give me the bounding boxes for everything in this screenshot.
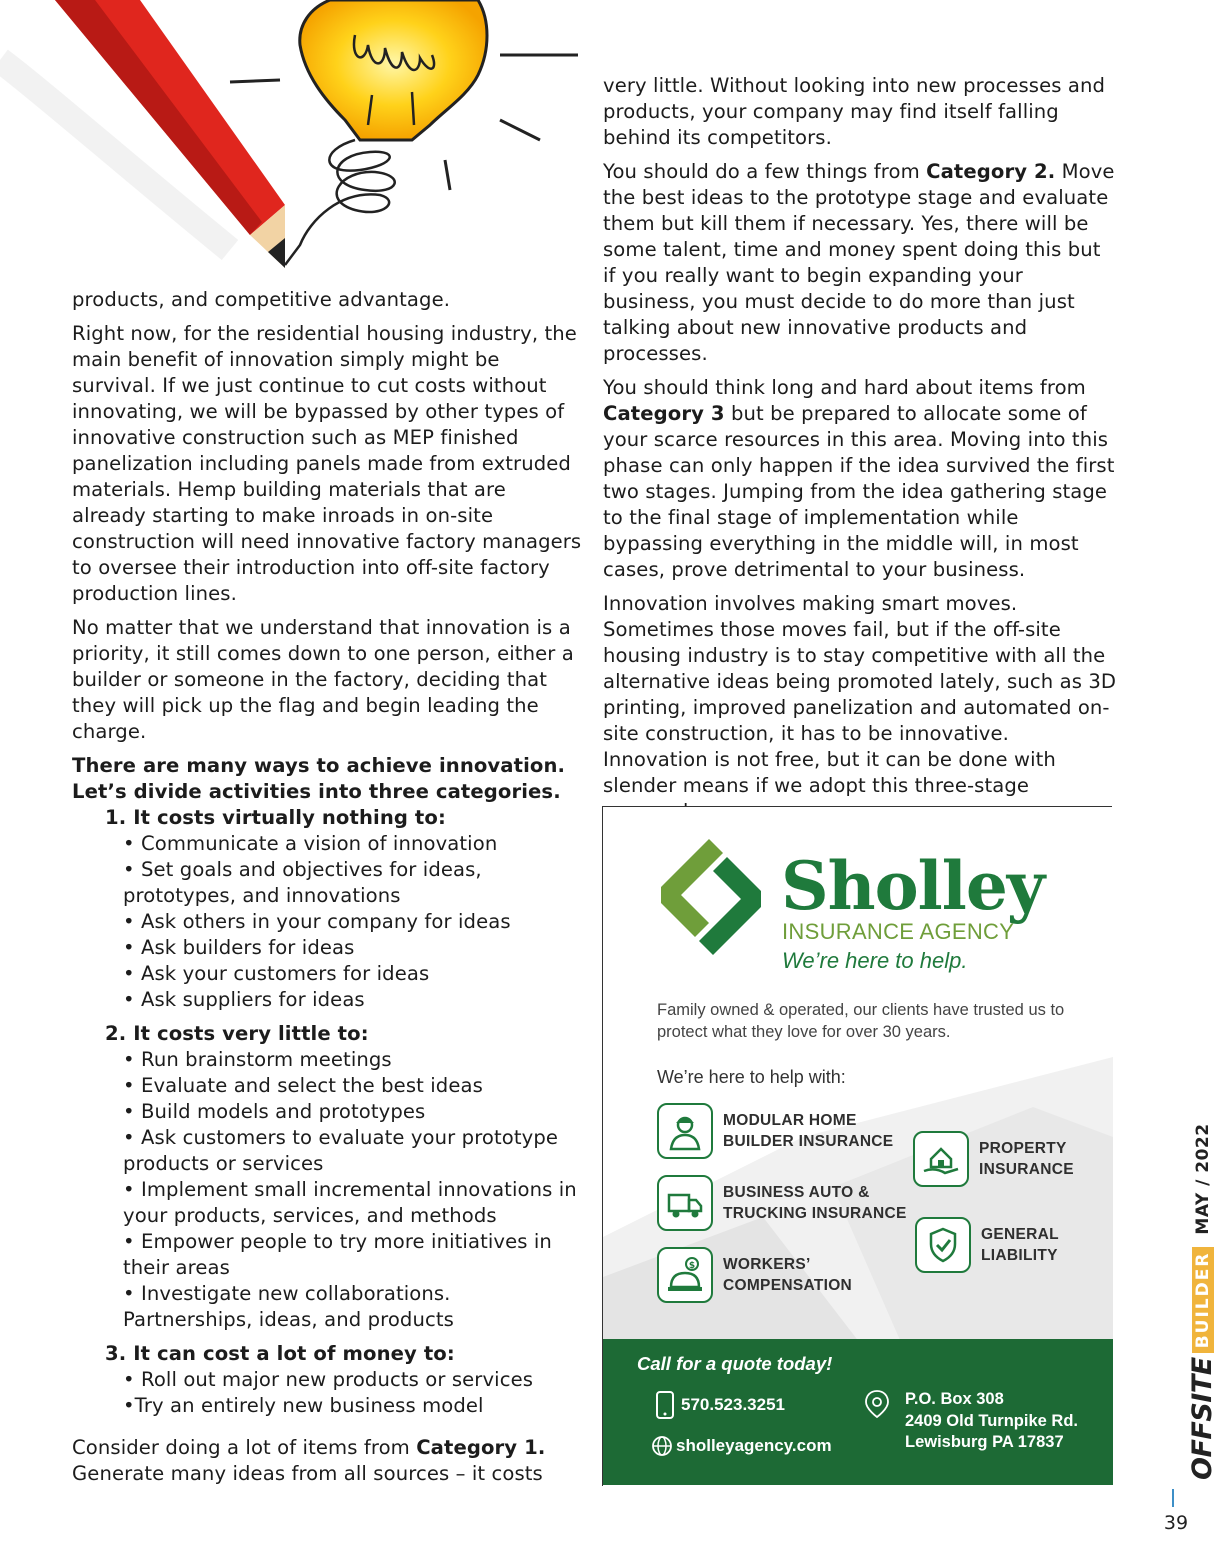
ad-slogan: We’re here to help. <box>782 948 968 973</box>
ad-description: Family owned & operated, our clients have trusted us to protect what they love for over 30 years. <box>657 1001 1065 1041</box>
list-item: • Evaluate and select the best ideas <box>123 1074 483 1097</box>
paragraph: Innovation involves making smart moves. Sometimes those moves fail, but if the off-site housing industry is to stay competitive with all the alternative ideas being promoted lately, such as 3D printing, improved panelization and automated on-site construction, it has to be innovative. Innovation is not free, but it can be done with slender means if we adopt this three-stage <box>603 592 1117 797</box>
list-item: • Communicate a vision of innovation <box>123 832 498 855</box>
magazine-title-offsite: OFFSITE <box>1187 1357 1218 1480</box>
list-item: • Ask builders for ideas <box>123 936 355 959</box>
globe-icon <box>651 1435 673 1457</box>
paragraph: You should think long and hard about items from Category 3 but be prepared to allocate some of your scarce resources in this area. Moving into this phase can only happen if the idea survived the first two stages. Jumping from the idea gathering stage to the final stage of implementation while bypassing everything in the middle will, in most cases, prove detrimental to your business. <box>603 376 1115 581</box>
phone-icon <box>655 1391 675 1419</box>
ad-phone-number: 570.523.3251 <box>681 1395 785 1414</box>
list-item: • Roll out major new products or services <box>123 1368 534 1391</box>
sidebar-divider <box>1172 1489 1174 1507</box>
service-property <box>913 1131 1074 1187</box>
address-line: Lewisburg PA 17837 <box>905 1433 1064 1451</box>
list-item: • Implement small incremental innovations in your products, services, and methods <box>123 1178 577 1227</box>
categories-intro: There are many ways to achieve innovation. Let’s divide activities into three categories. <box>72 754 566 803</box>
sholley-insurance-ad <box>602 806 1112 1486</box>
list-item: • Set goals and objectives for ideas, prototypes, and innovations <box>123 858 482 907</box>
paragraph: Right now, for the residential housing industry, the main benefit of innovation simply might be survival. If we just continue to cut costs without innovating, we will be bypassed by other types of innovative construction such as MEP finished panelization including panels made from extruded materials. Hemp building materials that are already starting to make inroads in on-site construction will need innovative factory managers to oversee their introduction into off-site factory production lines. <box>72 322 582 605</box>
location-pin-icon <box>863 1389 891 1419</box>
paragraph: products, and competitive advantage. <box>72 288 451 311</box>
ad-phone <box>655 1391 785 1419</box>
left-column <box>72 287 584 1495</box>
hardhat-dollar-icon <box>657 1247 713 1303</box>
list-item: • Ask others in your company for ideas <box>123 910 511 933</box>
service-business-auto <box>657 1175 907 1231</box>
ad-agency-label: INSURANCE AGENCY <box>782 919 1015 944</box>
pencil-lightbulb-illustration <box>0 0 585 290</box>
address-line: 2409 Old Turnpike Rd. <box>905 1411 1078 1430</box>
truck-icon <box>657 1175 713 1231</box>
address-line: P.O. Box 308 <box>905 1390 1004 1408</box>
category-heading: 3. It can cost a lot of money to: <box>105 1342 455 1365</box>
list-item: • Build models and prototypes <box>123 1100 426 1123</box>
magazine-sidebar <box>1187 1123 1218 1480</box>
page-number: 39 <box>1163 1512 1189 1534</box>
category-heading: 2. It costs very little to: <box>105 1022 369 1045</box>
ad-website-url: sholleyagency.com <box>676 1436 832 1455</box>
list-item: • Run brainstorm meetings <box>123 1048 392 1071</box>
service-workers-comp <box>657 1247 852 1303</box>
list-item: • Ask suppliers for ideas <box>123 988 365 1011</box>
service-general-liability <box>915 1217 1059 1273</box>
list-item: • Ask your customers for ideas <box>123 962 430 985</box>
paragraph: Consider doing a lot of items from Category 1. Generate many ideas from all sources – it costs <box>72 1436 546 1485</box>
service-label: BUSINESS AUTO & TRUCKING INSURANCE <box>723 1184 907 1222</box>
magazine-title-builder: BUILDER <box>1192 1247 1214 1354</box>
house-hand-icon <box>913 1131 969 1187</box>
right-column <box>603 73 1118 833</box>
ad-website <box>651 1435 832 1457</box>
paragraph: You should do a few things from Category 2. Move the best ideas to the prototype stage and evaluate them but kill them if necessary. Yes, there will be some talent, time and money spent doing this but if you really want to begin expanding your business, you must decide to do more than just talking about new innovative products and processes. <box>603 160 1115 365</box>
ad-cta: Call for a quote today! <box>637 1353 833 1374</box>
service-label: PROPERTY INSURANCE <box>979 1140 1074 1178</box>
service-label: GENERAL LIABILITY <box>981 1226 1059 1264</box>
paragraph: No matter that we understand that innovation is a priority, it still comes down to one person, either a builder or someone in the factory, deciding that they will pick up the flag and begin leading the charge. <box>72 616 574 743</box>
list-item: •Try an entirely new business model <box>123 1394 484 1417</box>
list-item: • Ask customers to evaluate your prototype products or services <box>123 1126 559 1175</box>
builder-worker-icon <box>657 1103 713 1159</box>
service-label: WORKERS’ COMPENSATION <box>723 1256 853 1294</box>
service-label: MODULAR HOME BUILDER INSURANCE <box>723 1112 894 1150</box>
list-item: • Empower people to try more initiatives in their areas <box>123 1230 552 1279</box>
paragraph: very little. Without looking into new processes and products, your company may find itself falling behind its competitors. <box>603 74 1106 149</box>
ad-footer <box>603 1339 1113 1485</box>
ad-address <box>863 1389 1078 1454</box>
ad-brand-name: Sholley <box>781 847 1045 925</box>
list-item: • Investigate new collaborations. Partnerships, ideas, and products <box>123 1282 454 1331</box>
sholley-logo-icon <box>661 837 761 957</box>
svg-text:$: $ <box>688 1261 696 1271</box>
shield-check-icon <box>915 1217 971 1273</box>
service-modular-home <box>657 1103 893 1159</box>
issue-date: MAY / 2022 <box>1192 1123 1213 1235</box>
category-heading: 1. It costs virtually nothing to: <box>105 806 446 829</box>
ad-help-heading: We’re here to help with: <box>657 1067 846 1087</box>
